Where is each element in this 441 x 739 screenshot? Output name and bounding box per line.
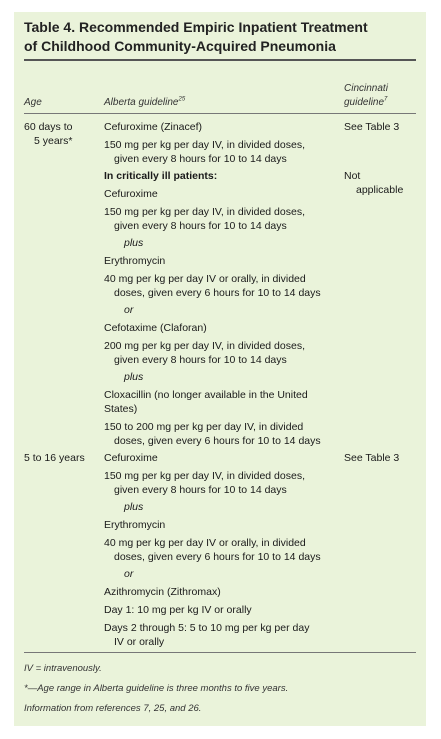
drug-cloxacillin bbox=[104, 388, 329, 416]
header-cincinnati-label: guideline bbox=[344, 97, 385, 108]
header-alberta bbox=[104, 96, 185, 110]
title-rule bbox=[24, 59, 416, 61]
dose-line: given every 8 hours for 10 to 14 days bbox=[114, 354, 287, 366]
connector-plus: plus bbox=[124, 501, 144, 513]
dose-line: 150 mg per kg per day IV, in divided doses, bbox=[104, 139, 305, 151]
dose-line: given every 8 hours for 10 to 14 days bbox=[114, 153, 287, 165]
dose-line: doses, given every 6 hours for 10 to 14 days bbox=[114, 287, 321, 299]
drug-azithromycin: Azithromycin (Zithromax) bbox=[104, 586, 221, 598]
dose-erythromycin bbox=[104, 272, 329, 300]
header-alberta-ref: 25 bbox=[178, 96, 186, 103]
cincinnati-critical-line-1: Not bbox=[344, 170, 361, 182]
dose-cefotaxime bbox=[104, 339, 329, 367]
footnote-age-range: *—Age range in Alberta guideline is three months to five years. bbox=[24, 683, 289, 694]
dose-line: 40 mg per kg per day IV or orally, in divided bbox=[104, 537, 306, 549]
header-cincinnati bbox=[344, 82, 388, 110]
age-line-1: 60 days to bbox=[24, 121, 73, 133]
drug-line: Cloxacillin (no longer available in the United bbox=[104, 389, 308, 401]
dose-line: doses, given every 6 hours for 10 to 14 days bbox=[114, 435, 321, 447]
age-cell-group-2: 5 to 16 years bbox=[24, 452, 85, 464]
dose-line: doses, given every 6 hours for 10 to 14 days bbox=[114, 551, 321, 563]
dose-cefuroxime-zinacef bbox=[104, 138, 329, 166]
connector-or: or bbox=[124, 304, 134, 316]
dose-cefuroxime-critical bbox=[104, 205, 329, 233]
cincinnati-cell-group-1: See Table 3 bbox=[344, 121, 400, 133]
dose-line: given every 8 hours for 10 to 14 days bbox=[114, 484, 287, 496]
header-cincinnati-ref: 7 bbox=[384, 96, 388, 103]
footnote-iv: IV = intravenously. bbox=[24, 663, 102, 674]
drug-line: States) bbox=[104, 403, 138, 415]
connector-plus: plus bbox=[124, 371, 144, 383]
connector-plus: plus bbox=[124, 237, 144, 249]
table-title-line-1: Table 4. Recommended Empiric Inpatient Treatment bbox=[24, 19, 368, 35]
connector-or: or bbox=[124, 568, 134, 580]
drug-erythromycin-g2: Erythromycin bbox=[104, 519, 166, 531]
dose-line: 150 mg per kg per day IV, in divided doses, bbox=[104, 206, 305, 218]
header-rule bbox=[24, 113, 416, 114]
drug-cefuroxime-g2: Cefuroxime bbox=[104, 452, 158, 464]
critical-heading: In critically ill patients: bbox=[104, 170, 218, 182]
footnote-sources: Information from references 7, 25, and 26. bbox=[24, 703, 202, 714]
dose-azithromycin-days2-5 bbox=[104, 621, 329, 649]
dose-azithromycin-day1: Day 1: 10 mg per kg IV or orally bbox=[104, 604, 252, 616]
dose-line: Days 2 through 5: 5 to 10 mg per kg per day bbox=[104, 622, 310, 634]
dose-cefuroxime-g2 bbox=[104, 469, 329, 497]
dose-line: given every 8 hours for 10 to 14 days bbox=[114, 220, 287, 232]
table-panel bbox=[14, 12, 426, 726]
cincinnati-cell-group-2: See Table 3 bbox=[344, 452, 400, 464]
age-line-2: 5 years* bbox=[34, 135, 73, 147]
drug-cefuroxime-zinacef: Cefuroxime (Zinacef) bbox=[104, 121, 203, 133]
header-cincinnati-line-2 bbox=[344, 96, 388, 110]
dose-line: 150 mg per kg per day IV, in divided doses, bbox=[104, 470, 305, 482]
dose-cloxacillin bbox=[104, 420, 329, 448]
dose-erythromycin-g2 bbox=[104, 536, 329, 564]
drug-cefuroxime-critical: Cefuroxime bbox=[104, 188, 158, 200]
cincinnati-critical-line-2: applicable bbox=[356, 184, 404, 196]
drug-erythromycin: Erythromycin bbox=[104, 255, 166, 267]
cincinnati-cell-critical bbox=[344, 169, 434, 197]
header-age: Age bbox=[24, 97, 42, 108]
header-alberta-label: Alberta guideline bbox=[104, 97, 179, 108]
dose-line: 40 mg per kg per day IV or orally, in divided bbox=[104, 273, 306, 285]
header-cincinnati-line-1: Cincinnati bbox=[344, 83, 388, 94]
dose-line: IV or orally bbox=[114, 636, 165, 648]
dose-line: 200 mg per kg per day IV, in divided doses, bbox=[104, 340, 305, 352]
footer-rule bbox=[24, 652, 416, 653]
drug-cefotaxime: Cefotaxime (Claforan) bbox=[104, 322, 207, 334]
table-title-line-2: of Childhood Community-Acquired Pneumonia bbox=[24, 38, 336, 54]
dose-line: 150 to 200 mg per kg per day IV, in divided bbox=[104, 421, 304, 433]
table-title bbox=[24, 18, 419, 56]
age-cell-group-1 bbox=[24, 120, 104, 148]
